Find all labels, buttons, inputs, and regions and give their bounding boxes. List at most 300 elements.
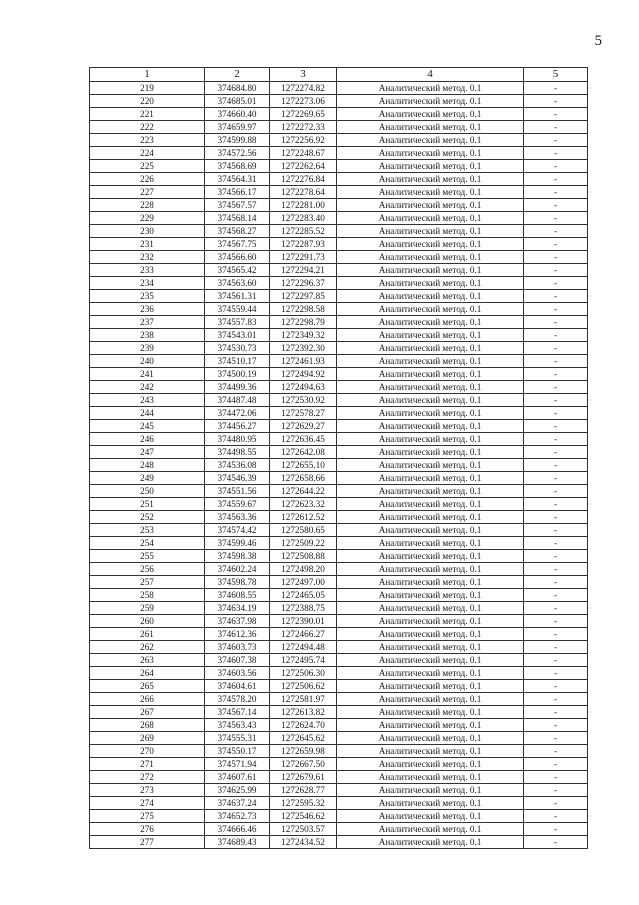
- table-row: [90, 355, 588, 368]
- x-coordinate-cell: 374652.73: [205, 810, 270, 823]
- x-coordinate-cell: 374472.06: [205, 407, 270, 420]
- method-cell: Аналитический метод. 0.1: [337, 628, 524, 641]
- y-coordinate-cell: 1272644.22: [270, 485, 337, 498]
- table-row: [90, 277, 588, 290]
- method-cell: Аналитический метод. 0.1: [337, 576, 524, 589]
- note-cell: -: [524, 277, 588, 290]
- y-coordinate-cell: 1272546.62: [270, 810, 337, 823]
- x-coordinate-cell: 374599.46: [205, 537, 270, 550]
- table-row: [90, 394, 588, 407]
- table-row: [90, 771, 588, 784]
- note-cell: -: [524, 147, 588, 160]
- x-coordinate-cell: 374498.55: [205, 446, 270, 459]
- x-coordinate-cell: 374578.20: [205, 693, 270, 706]
- point-number-cell: 252: [90, 511, 205, 524]
- y-coordinate-cell: 1272278.64: [270, 186, 337, 199]
- y-coordinate-cell: 1272580.65: [270, 524, 337, 537]
- note-cell: -: [524, 108, 588, 121]
- method-cell: Аналитический метод. 0.1: [337, 706, 524, 719]
- method-cell: Аналитический метод. 0.1: [337, 498, 524, 511]
- point-number-cell: 246: [90, 433, 205, 446]
- point-number-cell: 268: [90, 719, 205, 732]
- method-cell: Аналитический метод. 0.1: [337, 420, 524, 433]
- note-cell: -: [524, 225, 588, 238]
- note-cell: -: [524, 472, 588, 485]
- point-number-cell: 263: [90, 654, 205, 667]
- note-cell: -: [524, 745, 588, 758]
- y-coordinate-cell: 1272624.70: [270, 719, 337, 732]
- coordinates-table: [89, 67, 588, 849]
- method-cell: Аналитический метод. 0.1: [337, 394, 524, 407]
- point-number-cell: 245: [90, 420, 205, 433]
- method-cell: Аналитический метод. 0.1: [337, 758, 524, 771]
- x-coordinate-cell: 374563.36: [205, 511, 270, 524]
- method-cell: Аналитический метод. 0.1: [337, 355, 524, 368]
- table-row: [90, 745, 588, 758]
- point-number-cell: 260: [90, 615, 205, 628]
- point-number-cell: 227: [90, 186, 205, 199]
- point-number-cell: 244: [90, 407, 205, 420]
- table-row: [90, 654, 588, 667]
- x-coordinate-cell: 374603.73: [205, 641, 270, 654]
- table-row: [90, 121, 588, 134]
- y-coordinate-cell: 1272297.85: [270, 290, 337, 303]
- x-coordinate-cell: 374568.69: [205, 160, 270, 173]
- x-coordinate-cell: 374456.27: [205, 420, 270, 433]
- point-number-cell: 233: [90, 264, 205, 277]
- table-row: [90, 225, 588, 238]
- note-cell: -: [524, 329, 588, 342]
- note-cell: -: [524, 368, 588, 381]
- note-cell: -: [524, 186, 588, 199]
- point-number-cell: 265: [90, 680, 205, 693]
- note-cell: -: [524, 160, 588, 173]
- method-cell: Аналитический метод. 0.1: [337, 732, 524, 745]
- method-cell: Аналитический метод. 0.1: [337, 745, 524, 758]
- method-cell: Аналитический метод. 0.1: [337, 771, 524, 784]
- y-coordinate-cell: 1272390.01: [270, 615, 337, 628]
- table-row: [90, 550, 588, 563]
- note-cell: -: [524, 82, 588, 95]
- y-coordinate-cell: 1272434.52: [270, 836, 337, 849]
- y-coordinate-cell: 1272349.32: [270, 329, 337, 342]
- note-cell: -: [524, 394, 588, 407]
- x-coordinate-cell: 374625.99: [205, 784, 270, 797]
- method-cell: Аналитический метод. 0.1: [337, 693, 524, 706]
- point-number-cell: 223: [90, 134, 205, 147]
- table-row: [90, 732, 588, 745]
- x-coordinate-cell: 374566.60: [205, 251, 270, 264]
- x-coordinate-cell: 374608.55: [205, 589, 270, 602]
- table-row: [90, 433, 588, 446]
- point-number-cell: 251: [90, 498, 205, 511]
- note-cell: -: [524, 498, 588, 511]
- note-cell: -: [524, 264, 588, 277]
- method-cell: Аналитический метод. 0.1: [337, 823, 524, 836]
- y-coordinate-cell: 1272494.92: [270, 368, 337, 381]
- note-cell: -: [524, 589, 588, 602]
- point-number-cell: 266: [90, 693, 205, 706]
- y-coordinate-cell: 1272503.57: [270, 823, 337, 836]
- method-cell: Аналитический метод. 0.1: [337, 654, 524, 667]
- method-cell: Аналитический метод. 0.1: [337, 134, 524, 147]
- table-row: [90, 485, 588, 498]
- y-coordinate-cell: 1272667.50: [270, 758, 337, 771]
- y-coordinate-cell: 1272269.65: [270, 108, 337, 121]
- y-coordinate-cell: 1272679.61: [270, 771, 337, 784]
- note-cell: -: [524, 836, 588, 849]
- y-coordinate-cell: 1272497.00: [270, 576, 337, 589]
- column-header: 3: [270, 68, 337, 82]
- method-cell: Аналитический метод. 0.1: [337, 784, 524, 797]
- y-coordinate-cell: 1272494.63: [270, 381, 337, 394]
- point-number-cell: 259: [90, 602, 205, 615]
- note-cell: -: [524, 810, 588, 823]
- method-cell: Аналитический метод. 0.1: [337, 680, 524, 693]
- table-row: [90, 95, 588, 108]
- table-row: [90, 641, 588, 654]
- table-row: [90, 147, 588, 160]
- point-number-cell: 224: [90, 147, 205, 160]
- table-row: [90, 472, 588, 485]
- point-number-cell: 275: [90, 810, 205, 823]
- column-header: 4: [337, 68, 524, 82]
- y-coordinate-cell: 1272285.52: [270, 225, 337, 238]
- method-cell: Аналитический метод. 0.1: [337, 108, 524, 121]
- y-coordinate-cell: 1272595.32: [270, 797, 337, 810]
- method-cell: Аналитический метод. 0.1: [337, 797, 524, 810]
- y-coordinate-cell: 1272628.77: [270, 784, 337, 797]
- y-coordinate-cell: 1272613.82: [270, 706, 337, 719]
- method-cell: Аналитический метод. 0.1: [337, 173, 524, 186]
- x-coordinate-cell: 374487.48: [205, 394, 270, 407]
- table-row: [90, 823, 588, 836]
- note-cell: -: [524, 771, 588, 784]
- y-coordinate-cell: 1272294.21: [270, 264, 337, 277]
- table-row: [90, 82, 588, 95]
- y-coordinate-cell: 1272298.79: [270, 316, 337, 329]
- point-number-cell: 256: [90, 563, 205, 576]
- point-number-cell: 254: [90, 537, 205, 550]
- x-coordinate-cell: 374634.19: [205, 602, 270, 615]
- x-coordinate-cell: 374598.38: [205, 550, 270, 563]
- table-row: [90, 108, 588, 121]
- method-cell: Аналитический метод. 0.1: [337, 225, 524, 238]
- y-coordinate-cell: 1272530.92: [270, 394, 337, 407]
- point-number-cell: 226: [90, 173, 205, 186]
- y-coordinate-cell: 1272283.40: [270, 212, 337, 225]
- x-coordinate-cell: 374543.01: [205, 329, 270, 342]
- table-row: [90, 758, 588, 771]
- table-row: [90, 537, 588, 550]
- x-coordinate-cell: 374567.75: [205, 238, 270, 251]
- method-cell: Аналитический метод. 0.1: [337, 160, 524, 173]
- note-cell: -: [524, 459, 588, 472]
- table-row: [90, 576, 588, 589]
- method-cell: Аналитический метод. 0.1: [337, 147, 524, 160]
- x-coordinate-cell: 374659.97: [205, 121, 270, 134]
- y-coordinate-cell: 1272506.62: [270, 680, 337, 693]
- x-coordinate-cell: 374571.94: [205, 758, 270, 771]
- point-number-cell: 257: [90, 576, 205, 589]
- x-coordinate-cell: 374604.61: [205, 680, 270, 693]
- x-coordinate-cell: 374499.36: [205, 381, 270, 394]
- point-number-cell: 221: [90, 108, 205, 121]
- point-number-cell: 270: [90, 745, 205, 758]
- y-coordinate-cell: 1272392.30: [270, 342, 337, 355]
- point-number-cell: 249: [90, 472, 205, 485]
- x-coordinate-cell: 374546.39: [205, 472, 270, 485]
- table-row: [90, 251, 588, 264]
- method-cell: Аналитический метод. 0.1: [337, 264, 524, 277]
- note-cell: -: [524, 797, 588, 810]
- table-body: [90, 82, 588, 849]
- y-coordinate-cell: 1272388.75: [270, 602, 337, 615]
- table-row: [90, 602, 588, 615]
- point-number-cell: 269: [90, 732, 205, 745]
- y-coordinate-cell: 1272629.27: [270, 420, 337, 433]
- table-row: [90, 303, 588, 316]
- x-coordinate-cell: 374572.56: [205, 147, 270, 160]
- table-header-row: [90, 68, 588, 82]
- y-coordinate-cell: 1272494.48: [270, 641, 337, 654]
- note-cell: -: [524, 602, 588, 615]
- method-cell: Аналитический метод. 0.1: [337, 641, 524, 654]
- method-cell: Аналитический метод. 0.1: [337, 459, 524, 472]
- x-coordinate-cell: 374550.17: [205, 745, 270, 758]
- x-coordinate-cell: 374555.31: [205, 732, 270, 745]
- table-row: [90, 407, 588, 420]
- x-coordinate-cell: 374612.36: [205, 628, 270, 641]
- point-number-cell: 240: [90, 355, 205, 368]
- x-coordinate-cell: 374666.46: [205, 823, 270, 836]
- note-cell: -: [524, 615, 588, 628]
- x-coordinate-cell: 374602.24: [205, 563, 270, 576]
- x-coordinate-cell: 374607.61: [205, 771, 270, 784]
- method-cell: Аналитический метод. 0.1: [337, 212, 524, 225]
- note-cell: -: [524, 719, 588, 732]
- method-cell: Аналитический метод. 0.1: [337, 524, 524, 537]
- note-cell: -: [524, 303, 588, 316]
- table-row: [90, 615, 588, 628]
- y-coordinate-cell: 1272298.58: [270, 303, 337, 316]
- x-coordinate-cell: 374684.80: [205, 82, 270, 95]
- note-cell: -: [524, 511, 588, 524]
- method-cell: Аналитический метод. 0.1: [337, 381, 524, 394]
- point-number-cell: 219: [90, 82, 205, 95]
- table-row: [90, 511, 588, 524]
- method-cell: Аналитический метод. 0.1: [337, 836, 524, 849]
- y-coordinate-cell: 1272645.62: [270, 732, 337, 745]
- x-coordinate-cell: 374660.40: [205, 108, 270, 121]
- point-number-cell: 241: [90, 368, 205, 381]
- y-coordinate-cell: 1272498.20: [270, 563, 337, 576]
- point-number-cell: 267: [90, 706, 205, 719]
- method-cell: Аналитический метод. 0.1: [337, 316, 524, 329]
- method-cell: Аналитический метод. 0.1: [337, 446, 524, 459]
- point-number-cell: 237: [90, 316, 205, 329]
- method-cell: Аналитический метод. 0.1: [337, 251, 524, 264]
- y-coordinate-cell: 1272287.93: [270, 238, 337, 251]
- table-row: [90, 693, 588, 706]
- point-number-cell: 228: [90, 199, 205, 212]
- note-cell: -: [524, 121, 588, 134]
- x-coordinate-cell: 374603.56: [205, 667, 270, 680]
- point-number-cell: 250: [90, 485, 205, 498]
- note-cell: -: [524, 576, 588, 589]
- x-coordinate-cell: 374557.83: [205, 316, 270, 329]
- table-row: [90, 589, 588, 602]
- note-cell: -: [524, 823, 588, 836]
- point-number-cell: 232: [90, 251, 205, 264]
- y-coordinate-cell: 1272612.52: [270, 511, 337, 524]
- point-number-cell: 234: [90, 277, 205, 290]
- note-cell: -: [524, 251, 588, 264]
- point-number-cell: 238: [90, 329, 205, 342]
- table-row: [90, 134, 588, 147]
- x-coordinate-cell: 374551.56: [205, 485, 270, 498]
- table-row: [90, 160, 588, 173]
- point-number-cell: 274: [90, 797, 205, 810]
- x-coordinate-cell: 374567.14: [205, 706, 270, 719]
- table-row: [90, 836, 588, 849]
- note-cell: -: [524, 381, 588, 394]
- method-cell: Аналитический метод. 0.1: [337, 186, 524, 199]
- note-cell: -: [524, 446, 588, 459]
- x-coordinate-cell: 374559.44: [205, 303, 270, 316]
- note-cell: -: [524, 173, 588, 186]
- column-header: 5: [524, 68, 588, 82]
- note-cell: -: [524, 355, 588, 368]
- table-row: [90, 706, 588, 719]
- table-row: [90, 186, 588, 199]
- method-cell: Аналитический метод. 0.1: [337, 121, 524, 134]
- x-coordinate-cell: 374598.78: [205, 576, 270, 589]
- y-coordinate-cell: 1272291.73: [270, 251, 337, 264]
- method-cell: Аналитический метод. 0.1: [337, 537, 524, 550]
- note-cell: -: [524, 524, 588, 537]
- point-number-cell: 262: [90, 641, 205, 654]
- method-cell: Аналитический метод. 0.1: [337, 550, 524, 563]
- point-number-cell: 248: [90, 459, 205, 472]
- note-cell: -: [524, 238, 588, 251]
- y-coordinate-cell: 1272466.27: [270, 628, 337, 641]
- note-cell: -: [524, 420, 588, 433]
- x-coordinate-cell: 374561.31: [205, 290, 270, 303]
- note-cell: -: [524, 628, 588, 641]
- point-number-cell: 258: [90, 589, 205, 602]
- note-cell: -: [524, 316, 588, 329]
- table-row: [90, 173, 588, 186]
- point-number-cell: 239: [90, 342, 205, 355]
- y-coordinate-cell: 1272655.10: [270, 459, 337, 472]
- y-coordinate-cell: 1272636.45: [270, 433, 337, 446]
- method-cell: Аналитический метод. 0.1: [337, 563, 524, 576]
- method-cell: Аналитический метод. 0.1: [337, 589, 524, 602]
- point-number-cell: 231: [90, 238, 205, 251]
- point-number-cell: 255: [90, 550, 205, 563]
- note-cell: -: [524, 199, 588, 212]
- point-number-cell: 222: [90, 121, 205, 134]
- table-row: [90, 290, 588, 303]
- point-number-cell: 243: [90, 394, 205, 407]
- method-cell: Аналитический метод. 0.1: [337, 615, 524, 628]
- method-cell: Аналитический метод. 0.1: [337, 511, 524, 524]
- method-cell: Аналитический метод. 0.1: [337, 342, 524, 355]
- column-header: 2: [205, 68, 270, 82]
- x-coordinate-cell: 374568.27: [205, 225, 270, 238]
- note-cell: -: [524, 667, 588, 680]
- method-cell: Аналитический метод. 0.1: [337, 472, 524, 485]
- note-cell: -: [524, 290, 588, 303]
- method-cell: Аналитический метод. 0.1: [337, 485, 524, 498]
- page-number: 5: [594, 33, 602, 49]
- table-row: [90, 420, 588, 433]
- table-row: [90, 667, 588, 680]
- x-coordinate-cell: 374637.24: [205, 797, 270, 810]
- note-cell: -: [524, 537, 588, 550]
- note-cell: -: [524, 680, 588, 693]
- method-cell: Аналитический метод. 0.1: [337, 82, 524, 95]
- point-number-cell: 271: [90, 758, 205, 771]
- x-coordinate-cell: 374563.43: [205, 719, 270, 732]
- method-cell: Аналитический метод. 0.1: [337, 238, 524, 251]
- table-row: [90, 199, 588, 212]
- point-number-cell: 235: [90, 290, 205, 303]
- table-row: [90, 628, 588, 641]
- point-number-cell: 236: [90, 303, 205, 316]
- y-coordinate-cell: 1272262.64: [270, 160, 337, 173]
- x-coordinate-cell: 374568.14: [205, 212, 270, 225]
- x-coordinate-cell: 374685.01: [205, 95, 270, 108]
- point-number-cell: 225: [90, 160, 205, 173]
- x-coordinate-cell: 374567.57: [205, 199, 270, 212]
- y-coordinate-cell: 1272276.84: [270, 173, 337, 186]
- note-cell: -: [524, 784, 588, 797]
- x-coordinate-cell: 374566.17: [205, 186, 270, 199]
- method-cell: Аналитический метод. 0.1: [337, 407, 524, 420]
- y-coordinate-cell: 1272495.74: [270, 654, 337, 667]
- y-coordinate-cell: 1272508.88: [270, 550, 337, 563]
- y-coordinate-cell: 1272296.37: [270, 277, 337, 290]
- y-coordinate-cell: 1272578.27: [270, 407, 337, 420]
- y-coordinate-cell: 1272274.82: [270, 82, 337, 95]
- x-coordinate-cell: 374564.31: [205, 173, 270, 186]
- table-row: [90, 810, 588, 823]
- x-coordinate-cell: 374607.38: [205, 654, 270, 667]
- table-row: [90, 446, 588, 459]
- table-row: [90, 381, 588, 394]
- table-row: [90, 212, 588, 225]
- point-number-cell: 277: [90, 836, 205, 849]
- note-cell: -: [524, 641, 588, 654]
- y-coordinate-cell: 1272465.05: [270, 589, 337, 602]
- method-cell: Аналитический метод. 0.1: [337, 719, 524, 732]
- method-cell: Аналитический метод. 0.1: [337, 199, 524, 212]
- note-cell: -: [524, 485, 588, 498]
- x-coordinate-cell: 374530.73: [205, 342, 270, 355]
- point-number-cell: 276: [90, 823, 205, 836]
- y-coordinate-cell: 1272256.92: [270, 134, 337, 147]
- note-cell: -: [524, 342, 588, 355]
- note-cell: -: [524, 134, 588, 147]
- x-coordinate-cell: 374565.42: [205, 264, 270, 277]
- y-coordinate-cell: 1272642.08: [270, 446, 337, 459]
- method-cell: Аналитический метод. 0.1: [337, 277, 524, 290]
- method-cell: Аналитический метод. 0.1: [337, 368, 524, 381]
- y-coordinate-cell: 1272659.98: [270, 745, 337, 758]
- table-row: [90, 316, 588, 329]
